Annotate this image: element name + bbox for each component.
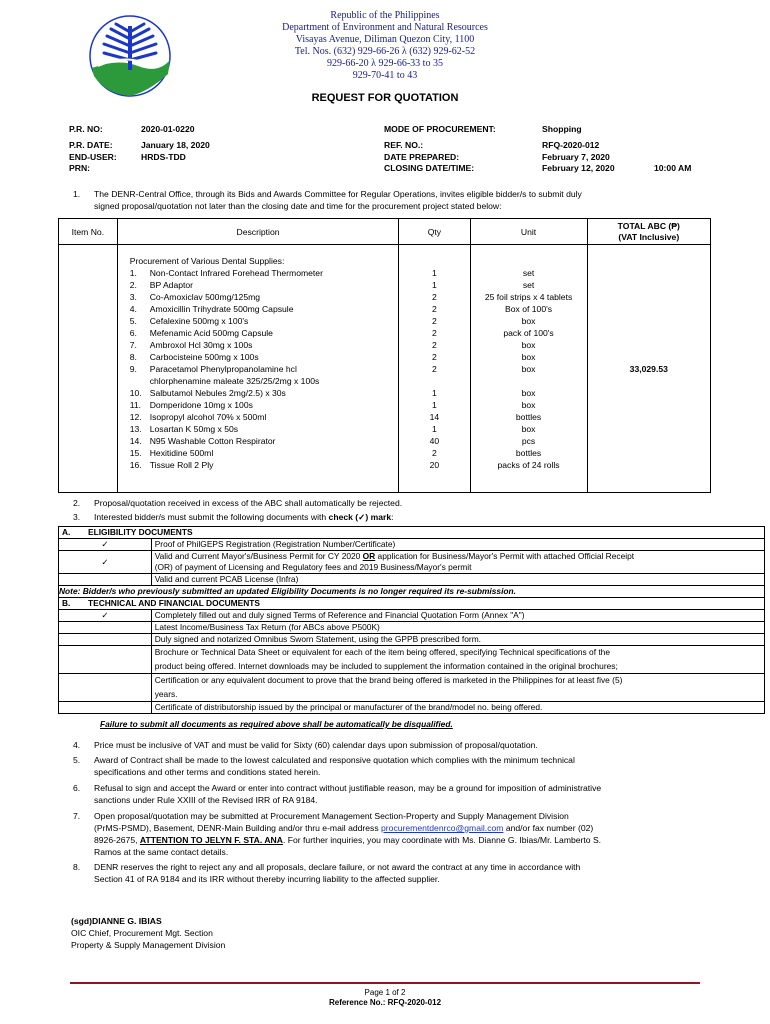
closing-date-value: February 12, 2020 <box>542 163 615 173</box>
para-6 <box>94 782 601 806</box>
item-qty: 2 <box>432 316 437 326</box>
item-description: Carbocisteine 500mg x 100s <box>149 352 259 362</box>
pr-no-value: 2020-01-0220 <box>141 124 195 134</box>
section-a-label: A. <box>59 527 86 539</box>
mode-value: Shopping <box>542 124 582 134</box>
ref-label: REF. NO.: <box>384 140 424 150</box>
section-a-title: ELIGIBILITY DOCUMENTS <box>85 527 765 539</box>
para-line: specifications and other terms and conditions stated herein. <box>94 767 321 777</box>
item-qty: 14 <box>429 412 440 422</box>
item-description: Paracetamol Phenylpropanolamine hcl <box>149 364 297 374</box>
item-description: chlorphenamine maleate 325/25/2mg x 100s <box>149 376 320 386</box>
description-item <box>130 387 399 399</box>
end-user-value: HRDS-TDD <box>141 152 186 162</box>
description-item <box>130 363 399 375</box>
item-description: BP Adaptor <box>149 280 194 290</box>
certification-line-2: years. <box>154 688 178 699</box>
item-description: Losartan K 50mg x 50s <box>149 424 239 434</box>
item-no-cell <box>59 245 118 493</box>
signatory-block <box>71 915 225 951</box>
pr-no-label: P.R. NO: <box>69 124 103 134</box>
item-unit: packs of 24 rolls <box>497 460 560 470</box>
item-description: Tissue Roll 2 Ply <box>149 460 214 470</box>
col-header-qty: Qty <box>399 219 470 245</box>
item-unit: box <box>521 340 536 350</box>
item-qty: 2 <box>432 352 437 362</box>
footer-reference: Reference No.: RFQ-2020-012 <box>328 998 442 1007</box>
ref-value: RFQ-2020-012 <box>542 140 600 150</box>
para-line: Refusal to sign and accept the Award or enter into contract without justifiable reason, may be a ground for imposition of administrative <box>94 783 602 793</box>
item-description: Co-Amoxiclav 500mg/125mg <box>149 292 261 302</box>
description-item <box>130 351 399 363</box>
header-line: Tel. Nos. (632) 929-66-26 λ (632) 929-62-52 <box>294 46 476 57</box>
description-item <box>130 447 399 459</box>
header-line: Republic of the Philippines <box>330 10 440 21</box>
item-unit: 25 foil strips x 4 tablets <box>484 292 573 302</box>
para-3 <box>94 511 394 523</box>
or-emphasis: OR <box>362 551 376 561</box>
para-number: 2. <box>73 498 81 508</box>
document-title: REQUEST FOR QUOTATION <box>311 92 459 104</box>
header-line: Visayas Avenue, Diliman Quezon City, 1100 <box>295 34 475 45</box>
description-list <box>130 267 399 471</box>
date-prepared-value: February 7, 2020 <box>542 152 610 162</box>
item-number: 10. <box>129 388 142 398</box>
description-cell <box>117 245 399 493</box>
item-qty: 1 <box>432 400 437 410</box>
description-item <box>130 399 399 411</box>
para-line: DENR reserves the right to reject any and all proposals, declare failure, or not award the contract at any time in accordance with <box>94 862 581 872</box>
checkbox-cell[interactable] <box>59 634 152 646</box>
item-number: 3. <box>129 292 137 302</box>
description-item <box>130 327 399 339</box>
closing-time-value: 10:00 AM <box>654 163 692 173</box>
para-number: 5. <box>73 755 81 765</box>
para-number: 3. <box>73 512 81 522</box>
unit-cell <box>470 245 587 493</box>
description-item <box>130 303 399 315</box>
checkbox-cell[interactable]: ✓ <box>59 539 152 551</box>
item-number: 12. <box>129 412 142 422</box>
item-description: Ambroxol Hcl 30mg x 100s <box>149 340 253 350</box>
technical-item: Latest Income/Business Tax Return (for ABCs above P500K) <box>151 622 764 634</box>
item-qty: 2 <box>432 448 437 458</box>
item-qty: 1 <box>432 280 437 290</box>
para-3-check-text: check (✓) mark <box>328 512 392 522</box>
prn-label: PRN: <box>69 163 91 173</box>
permit-text-3: (OR) of payment of Licensing and Regulatory fees and 2019 Business/Mayor's permit <box>154 562 472 572</box>
para-number: 1. <box>73 189 81 199</box>
description-item <box>130 411 399 423</box>
item-number: 16. <box>129 460 142 470</box>
qty-list <box>399 267 469 471</box>
item-number: 8. <box>129 352 137 362</box>
description-item <box>130 267 399 279</box>
item-description: Amoxicillin Trihydrate 500mg Capsule <box>149 304 294 314</box>
item-description: Mefenamic Acid 500mg Capsule <box>149 328 273 338</box>
item-description: N95 Washable Cotton Respirator <box>149 436 276 446</box>
technical-item: Certificate of distributorship issued by the principal or manufacturer of the brand/model no. being offered. <box>151 702 764 714</box>
col-header-item: Item No. <box>59 219 118 245</box>
item-number: 13. <box>129 424 142 434</box>
item-qty <box>399 375 469 387</box>
para-line: Section 41 of RA 9184 and its IRR without thereby incurring liability to the affected supplier. <box>94 874 440 884</box>
item-description: Salbutamol Nebules 2mg/2.5) x 30s <box>149 388 286 398</box>
date-prepared-label: DATE PREPARED: <box>384 152 460 162</box>
description-item <box>130 339 399 351</box>
item-unit: box <box>521 364 536 374</box>
item-unit: set <box>522 280 535 290</box>
signatory-title: OIC Chief, Procurement Mgt. Section <box>71 928 213 938</box>
para-line: Award of Contract shall be made to the lowest calculated and responsive quotation which complies with the minimum technical <box>94 755 575 765</box>
checkbox-cell[interactable]: ✓ <box>59 610 152 622</box>
item-number: 4. <box>129 304 137 314</box>
eligibility-item: Valid and current PCAB License (Infra) <box>151 574 764 586</box>
item-description: Isopropyl alcohol 70% x 500ml <box>149 412 267 422</box>
description-item <box>130 291 399 303</box>
checkbox-cell[interactable]: ✓ <box>59 551 152 574</box>
item-number: 5. <box>129 316 137 326</box>
item-number: 11. <box>129 400 142 410</box>
col-header-unit: Unit <box>470 219 587 245</box>
para-3-tail: : <box>391 512 394 522</box>
checkbox-cell[interactable] <box>59 674 152 702</box>
signatory-division: Property & Supply Management Division <box>71 940 226 950</box>
para-5 <box>94 754 575 778</box>
failure-notice: Failure to submit all documents as required above shall be automatically be disqualified. <box>100 719 453 729</box>
para-1 <box>94 188 704 212</box>
para-number: 7. <box>73 811 81 821</box>
item-unit: Box of 100's <box>505 304 553 314</box>
para-8 <box>94 861 580 885</box>
para-number: 4. <box>73 740 81 750</box>
description-item <box>130 315 399 327</box>
item-unit <box>471 375 587 387</box>
item-description: Non-Contact Infrared Forehead Thermometer <box>149 268 323 278</box>
item-unit: pcs <box>521 436 536 446</box>
item-number <box>130 375 150 387</box>
abc-header-line2: (VAT Inclusive) <box>618 231 680 242</box>
para-line: Open proposal/quotation may be submitted at Procurement Management Section-Property and Supply Management Division <box>94 811 569 821</box>
item-unit: box <box>521 388 536 398</box>
item-qty: 2 <box>432 328 437 338</box>
para-line: sanctions under Rule XXIII of the Revised IRR of RA 9184. <box>94 795 318 805</box>
description-item <box>130 279 399 291</box>
technical-item: Completely filled out and duly signed Terms of Reference and Financial Quotation Form (Annex "A") <box>151 610 764 622</box>
certification-line-1: Certification or any equivalent document to prove that the brand being offered is marketed in the Philippines for at least five (5) <box>154 675 623 685</box>
para-number: 8. <box>73 862 81 872</box>
checkbox-cell[interactable] <box>59 574 152 586</box>
para-number: 6. <box>73 783 81 793</box>
item-number: 9. <box>129 364 137 374</box>
end-user-label: END-USER: <box>69 152 117 162</box>
header-block <box>0 10 770 82</box>
items-table <box>58 218 711 493</box>
item-number: 15. <box>129 448 142 458</box>
total-abc-cell <box>587 245 710 493</box>
checkbox-cell[interactable] <box>59 702 152 714</box>
para-line: 8926-2675, <box>94 835 140 845</box>
item-unit: bottles <box>515 448 542 458</box>
procurement-intro: Procurement of Various Dental Supplies: <box>129 256 285 266</box>
pr-date-label: P.R. DATE: <box>69 140 113 150</box>
para-7 <box>94 810 601 858</box>
checkbox-cell[interactable] <box>59 622 152 634</box>
eligibility-item <box>151 551 764 574</box>
header-line: 929-70-41 to 43 <box>352 70 418 81</box>
item-description: Domperidone 10mg x 100s <box>149 400 253 410</box>
item-qty: 20 <box>429 460 440 470</box>
description-item <box>130 435 399 447</box>
unit-list <box>471 267 587 471</box>
item-unit: pack of 100's <box>503 328 554 338</box>
header-line: Department of Environment and Natural Resources <box>282 22 488 33</box>
item-qty: 2 <box>432 304 437 314</box>
pr-date-value: January 18, 2020 <box>141 140 210 150</box>
permit-text-2: application for Business/Mayor's Permit with attached Official Receipt <box>375 551 635 561</box>
abc-header-line1: TOTAL ABC (₱) <box>617 220 680 231</box>
closing-label: CLOSING DATE/TIME: <box>384 163 475 173</box>
item-unit: box <box>521 316 536 326</box>
mode-label: MODE OF PROCUREMENT: <box>384 124 496 134</box>
item-unit: bottles <box>515 412 542 422</box>
item-qty: 1 <box>432 388 437 398</box>
brochure-line-1: Brochure or Technical Data Sheet or equivalent for each of the item being offered, specifying Technical specifications of the <box>154 647 610 657</box>
header-line: 929-66-20 λ 929-66-33 to 35 <box>327 58 443 69</box>
item-qty: 1 <box>432 424 437 434</box>
item-number: 2. <box>129 280 137 290</box>
qty-cell <box>399 245 470 493</box>
para-line: Ramos at the same contact details. <box>94 847 229 857</box>
item-description: Cefalexine 500mg x 100's <box>149 316 249 326</box>
signatory-name: (sgd)DIANNE G. IBIAS <box>71 916 162 926</box>
item-qty: 2 <box>432 364 437 374</box>
eligibility-note: Note: Bidder/s who previously submitted an updated Eligibility Documents is no longer required its re-submission. <box>59 586 765 598</box>
para-line: . For further inquiries, you may coordinate with Ms. Dianne G. Ibias/Mr. Lamberto S. <box>282 835 602 845</box>
para-3-text: Interested bidder/s must submit the following documents with <box>94 512 329 522</box>
technical-item <box>151 646 764 674</box>
col-header-description: Description <box>117 219 399 245</box>
item-number: 6. <box>129 328 137 338</box>
technical-item: Duly signed and notarized Omnibus Sworn Statement, using the GPPB prescribed form. <box>151 634 764 646</box>
description-item <box>130 423 399 435</box>
item-qty: 40 <box>429 436 440 446</box>
section-b-label: B. <box>59 598 86 610</box>
para-2: Proposal/quotation received in excess of the ABC shall automatically be rejected. <box>94 498 403 508</box>
item-number: 1. <box>129 268 137 278</box>
item-unit: box <box>521 424 536 434</box>
description-item <box>130 375 399 387</box>
item-description: Hexitidine 500ml <box>149 448 214 458</box>
page-number: Page 1 of 2 <box>364 988 406 997</box>
col-header-total-abc <box>587 219 710 245</box>
checkbox-cell[interactable] <box>59 646 152 674</box>
item-unit: box <box>521 352 536 362</box>
para-4: Price must be inclusive of VAT and must be valid for Sixty (60) calendar days upon submission of proposal/quotation. <box>94 740 538 750</box>
email-link[interactable]: procurementdenrco@gmail.com <box>381 823 504 833</box>
section-b-title: TECHNICAL AND FINANCIAL DOCUMENTS <box>85 598 765 610</box>
brochure-line-2: product being offered. Internet downloads may be included to supplement the information contained in the original brochures; <box>154 660 618 671</box>
permit-text: Valid and Current Mayor's/Business Permit for CY 2020 <box>154 551 363 561</box>
total-abc-value: 33,029.53 <box>629 363 668 374</box>
item-qty: 2 <box>432 292 437 302</box>
description-item <box>130 459 399 471</box>
item-number: 14. <box>129 436 142 446</box>
footer-rule <box>70 982 700 984</box>
item-qty: 1 <box>432 268 437 278</box>
para-line: signed proposal/quotation not later than the closing date and time for the procurement project stated below: <box>94 201 502 211</box>
item-unit: box <box>521 400 536 410</box>
attention-to: ATTENTION TO JELYN F. STA. ANA <box>139 835 283 845</box>
para-line: and/or fax number (02) <box>503 823 594 833</box>
para-line: (PrMS-PSMD), Basement, DENR-Main Building and/or thru e-mail address <box>94 823 382 833</box>
item-qty: 2 <box>432 340 437 350</box>
item-unit: set <box>522 268 535 278</box>
technical-item <box>151 674 764 702</box>
eligibility-item: Proof of PhilGEPS Registration (Registration Number/Certificate) <box>151 539 764 551</box>
documents-table <box>58 526 765 714</box>
para-line: The DENR-Central Office, through its Bids and Awards Committee for Regular Operations, invites eligible bidder/s to submit duly <box>94 189 582 199</box>
item-number: 7. <box>129 340 137 350</box>
